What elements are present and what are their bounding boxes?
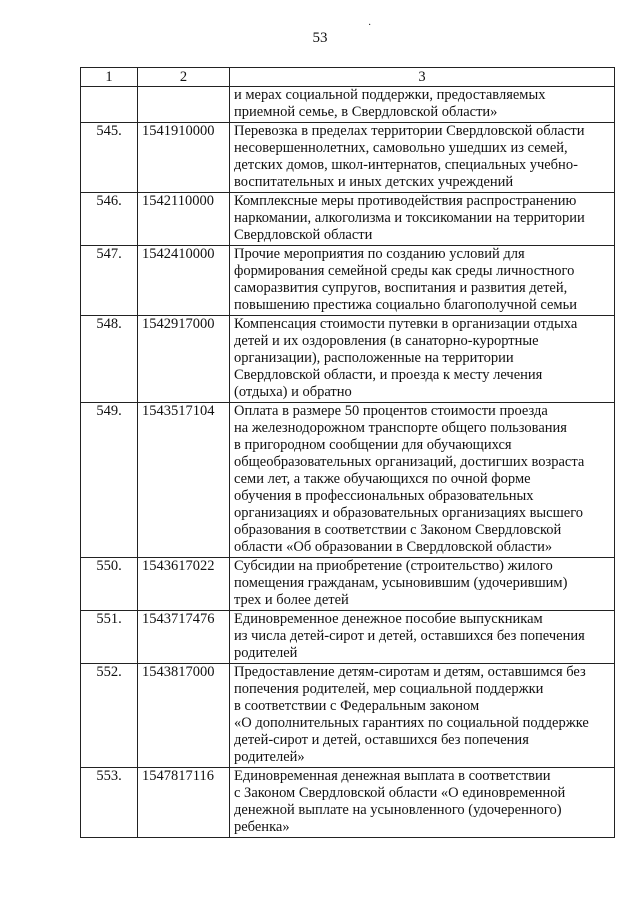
description-line: Единовременная денежная выплата в соответствии	[234, 768, 551, 784]
table-row	[81, 246, 615, 316]
description-line: (отдыха) и обратно	[234, 384, 352, 400]
row-number: 548.	[81, 316, 138, 403]
table-row	[81, 768, 615, 838]
description-line: в пригородном сообщении для обучающихся	[234, 437, 512, 453]
description-cell	[230, 193, 615, 246]
description-line: организациях и образовательных организациях высшего	[234, 505, 584, 521]
description-cell	[230, 123, 615, 193]
row-number: 549.	[81, 403, 138, 558]
description-line: на железнодорожном транспорте общего пользования	[234, 420, 567, 436]
description-line: в соответствии с Федеральным законом	[234, 698, 480, 714]
page-number: 53	[312, 30, 328, 46]
table-row	[81, 193, 615, 246]
classification-code: 1542110000	[138, 193, 230, 246]
description-line: денежной выплате на усыновленного (удочеренного)	[234, 802, 562, 818]
description-line: Прочие мероприятия по созданию условий для	[234, 246, 525, 262]
row-number: 552.	[81, 664, 138, 768]
description-line: родителей»	[234, 749, 305, 765]
description-line: попечения родителей, мер социальной поддержки	[234, 681, 544, 697]
description-line: организации), расположенные на территории	[234, 350, 514, 366]
classification-code: 1543617022	[138, 558, 230, 611]
description-line: Компенсация стоимости путевки в организации отдыха	[234, 316, 578, 332]
description-line: семи лет, а также обучающихся по очной форме	[234, 471, 531, 487]
classification-code: 1541910000	[138, 123, 230, 193]
row-number: 553.	[81, 768, 138, 838]
description-line: Оплата в размере 50 процентов стоимости проезда	[234, 403, 548, 419]
column-header-1: 1	[81, 68, 138, 87]
description-line: из числа детей-сирот и детей, оставшихся без попечения	[234, 628, 585, 644]
table-row	[81, 558, 615, 611]
table-row	[81, 316, 615, 403]
description-line: общеобразовательных организаций, достигших возраста	[234, 454, 585, 470]
description-line: с Законом Свердловской области «О единовременной	[234, 785, 566, 801]
description-line: детей-сирот и детей, оставшихся без попечения	[234, 732, 529, 748]
description-line: области «Об образовании в Свердловской области»	[234, 539, 553, 555]
description-line: Единовременное денежное пособие выпускникам	[234, 611, 543, 627]
description-cell	[230, 558, 615, 611]
description-line: Свердловской области	[234, 227, 373, 243]
description-line: родителей	[234, 645, 298, 661]
description-line: и мерах социальной поддержки, предоставляемых	[234, 87, 546, 103]
classification-code: 1543517104	[138, 403, 230, 558]
description-line: воспитательных и иных детских учреждений	[234, 174, 514, 190]
table-row	[81, 611, 615, 664]
description-line: наркомании, алкоголизма и токсикомании на территории	[234, 210, 585, 226]
table-row	[81, 664, 615, 768]
description-line: Свердловской области, и проезда к месту лечения	[234, 367, 543, 383]
column-header-3: 3	[230, 68, 615, 87]
classification-code: 1542410000	[138, 246, 230, 316]
row-number: 551.	[81, 611, 138, 664]
description-line: обучения в профессиональных образовательных	[234, 488, 534, 504]
num-cell	[81, 87, 138, 123]
description-line: Субсидии на приобретение (строительство) жилого	[234, 558, 553, 574]
description-line: Комплексные меры противодействия распространению	[234, 193, 577, 209]
description-line: Предоставление детям-сиротам и детям, оставшимся без	[234, 664, 586, 680]
description-line: несовершеннолетних, самовольно ушедших из семей,	[234, 140, 568, 156]
description-line: саморазвития супругов, воспитания и развития детей,	[234, 280, 568, 296]
description-line: приемной семье, в Свердловской области»	[234, 104, 498, 120]
description-cell	[230, 611, 615, 664]
description-line: помещения гражданам, усыновившим (удочерившим)	[234, 575, 568, 591]
row-number: 545.	[81, 123, 138, 193]
description-line: образования в соответствии с Законом Свердловской	[234, 522, 562, 538]
description-cell	[230, 87, 615, 123]
table-row	[81, 123, 615, 193]
description-cell	[230, 403, 615, 558]
description-cell	[230, 768, 615, 838]
classification-code: 1542917000	[138, 316, 230, 403]
description-cell	[230, 316, 615, 403]
description-line: детей и их оздоровления (в санаторно-курортные	[234, 333, 539, 349]
table-row	[81, 403, 615, 558]
description-line: Перевозка в пределах территории Свердловской области	[234, 123, 585, 139]
description-line: формирования семейной среды как среды личностного	[234, 263, 575, 279]
row-number: 546.	[81, 193, 138, 246]
description-line: ребенка»	[234, 819, 290, 835]
budget-classification-table	[80, 67, 615, 838]
row-number: 547.	[81, 246, 138, 316]
table-header-row	[81, 68, 615, 87]
description-cell	[230, 664, 615, 768]
code-cell	[138, 87, 230, 123]
description-line: «О дополнительных гарантиях по социальной поддержке	[234, 715, 589, 731]
continuation-row	[81, 87, 615, 123]
classification-code: 1543817000	[138, 664, 230, 768]
column-header-2: 2	[138, 68, 230, 87]
description-cell	[230, 246, 615, 316]
description-line: детских домов, школ-интернатов, специальных учебно-	[234, 157, 578, 173]
classification-code: 1543717476	[138, 611, 230, 664]
description-line: трех и более детей	[234, 592, 349, 608]
scan-artifact: ·	[368, 20, 375, 31]
description-line: повышению престижа социально благополучной семьи	[234, 297, 577, 313]
classification-code: 1547817116	[138, 768, 230, 838]
row-number: 550.	[81, 558, 138, 611]
